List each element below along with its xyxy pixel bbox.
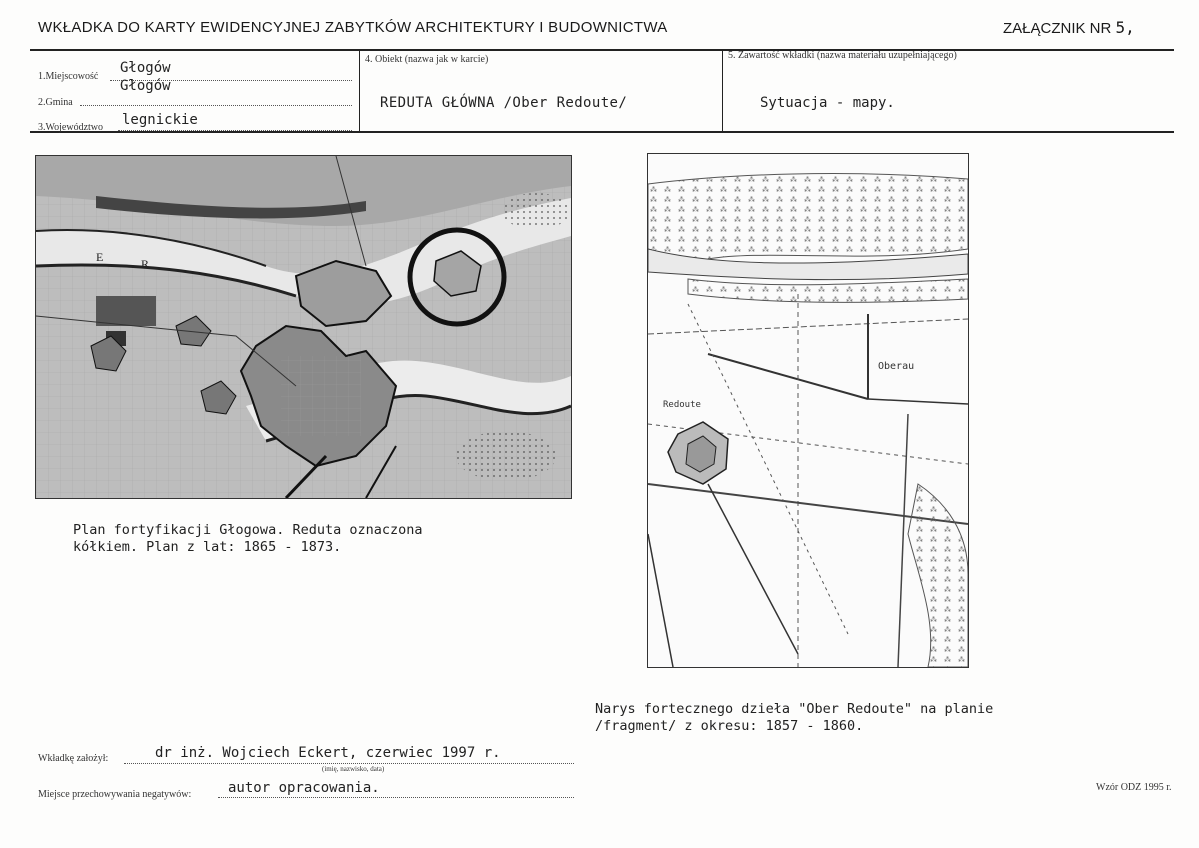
miejscowosc-value: Głogów [120, 60, 171, 76]
zalozyl-hint: (imię, nazwisko, data) [322, 765, 385, 773]
zawartosc-value: Sytuacja - mapy. [760, 95, 895, 111]
attachment-number [1003, 18, 1135, 37]
attachment-number-value: 5, [1115, 18, 1135, 37]
attachment-label: ZAŁĄCZNIK NR [1003, 20, 1112, 37]
obiekt-label: 4. Obiekt (nazwa jak w karcie) [365, 54, 489, 65]
fortification-plan-drawing [36, 156, 571, 498]
redoute-map-label: Redoute [663, 400, 701, 410]
zalozyl-label: Wkładkę założył: [38, 753, 109, 764]
zalozyl-line [124, 763, 574, 764]
svg-text:R: R [141, 257, 150, 271]
miejscowosc-label: 1.Miejscowość [38, 71, 99, 82]
header-bottom-rule [30, 131, 1174, 133]
form-title: WKŁADKA DO KARTY EWIDENCYJNEJ ZABYTKÓW ARCHITEKTURY I BUDOWNICTWA [38, 19, 668, 36]
ober-redoute-plan-drawing [648, 154, 968, 667]
left-map-caption-line-1: Plan fortyfikacji Głogowa. Reduta oznaczona [73, 522, 423, 538]
right-map-caption-line-2: /fragment/ z okresu: 1857 - 1860. [595, 718, 864, 734]
column-divider-1 [359, 50, 360, 132]
zawartosc-label: 5. Zawartość wkładki (nazwa materiału uzupełniającego) [728, 50, 957, 61]
gmina-value: Głogów [120, 78, 171, 94]
right-map-caption-line-1: Narys fortecznego dzieła "Ober Redoute" na planie [595, 701, 994, 717]
miejsce-value: autor opracowania. [228, 780, 380, 796]
left-map-caption-line-2: kółkiem. Plan z lat: 1865 - 1873. [73, 539, 342, 555]
zalozyl-value: dr inż. Wojciech Eckert, czerwiec 1997 r. [155, 745, 501, 761]
column-divider-2 [722, 50, 723, 132]
gmina-line [80, 105, 352, 106]
fortification-plan-map [35, 155, 572, 499]
header-top-rule [30, 49, 1174, 51]
miejsce-label: Miejsce przechowywania negatywów: [38, 789, 192, 800]
svg-text:E: E [96, 250, 104, 264]
wojewodztwo-value: legnickie [122, 112, 198, 128]
obiekt-value: REDUTA GŁÓWNA /Ober Redoute/ [380, 95, 628, 111]
wojewodztwo-label: 3.Województwo [38, 122, 104, 133]
ober-redoute-plan-map [647, 153, 969, 668]
gmina-label: 2.Gmina [38, 97, 73, 108]
form-template-version: Wzór ODZ 1995 r. [1096, 782, 1172, 793]
wojewodztwo-line [118, 130, 352, 131]
miejsce-line [218, 797, 574, 798]
oberau-map-label: Oberau [878, 361, 915, 372]
